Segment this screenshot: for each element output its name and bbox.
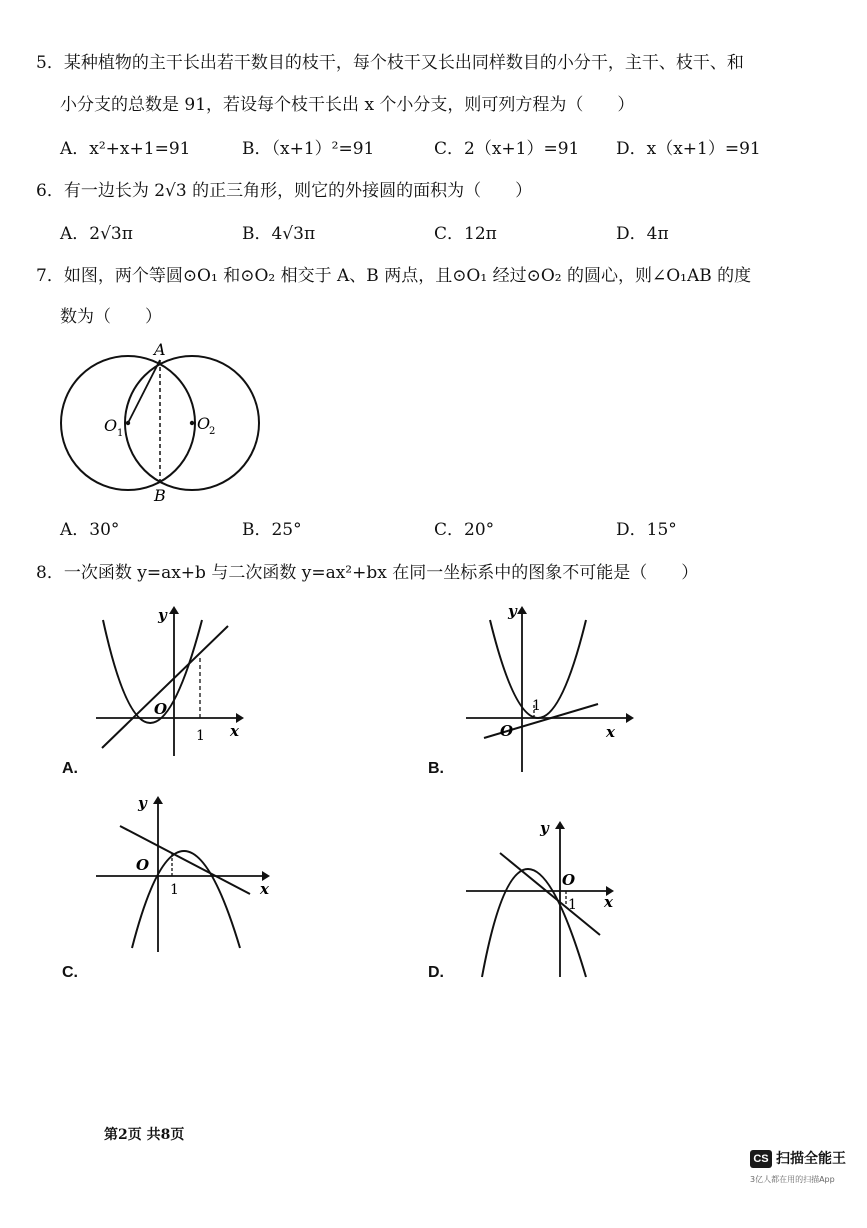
label-origin: O [154, 700, 168, 718]
q8-option-b-label: B. [428, 760, 444, 777]
cs-logo-icon: CS [750, 1150, 772, 1168]
label-origin: O [500, 722, 514, 740]
label-o1: O [104, 416, 118, 435]
q8-graph-c [90, 790, 280, 955]
q7-option-c: C．20° [434, 520, 495, 540]
label-x: x [230, 722, 239, 740]
label-a: A [154, 340, 166, 359]
q8-option-a-label: A. [62, 760, 78, 777]
q8-graph-a [90, 600, 250, 760]
y-axis-arrow [517, 606, 527, 614]
page-number: 第2页 共8页 [104, 1127, 185, 1143]
q7-two-circles-figure [50, 335, 280, 510]
q8-graph-b [462, 600, 642, 775]
label-one: 1 [196, 728, 205, 744]
q6-option-d: D．4π [616, 224, 669, 244]
label-y: y [158, 606, 167, 624]
label-o1-sub: 1 [117, 428, 124, 439]
label-one: 1 [568, 897, 577, 913]
label-x: x [606, 723, 615, 741]
q5-option-c: C．2（x+1）=91 [434, 139, 580, 159]
q5-option-d: D．x（x+1）=91 [616, 139, 761, 159]
q7-option-a: A．30° [60, 520, 120, 540]
label-origin: O [562, 871, 576, 889]
label-y: y [138, 794, 147, 812]
label-one: 1 [532, 698, 541, 714]
point-o1 [126, 421, 130, 425]
label-o2: O [197, 414, 211, 433]
q8-stem: 8．一次函数 y=ax+b 与二次函数 y=ax²+bx 在同一坐标系中的图象不可能是（ ） [36, 563, 699, 583]
q5-stem-line1: 5．某种植物的主干长出若干数目的枝干，每个枝干又长出同样数目的小分干，主干、枝干、和 [36, 53, 744, 73]
q7-stem-line1: 7．如图，两个等圆⊙O₁ 和⊙O₂ 相交于 A、B 两点，且⊙O₁ 经过⊙O₂ 的圆心，则∠O₁AB 的度 [36, 266, 752, 286]
label-o2-sub: 2 [209, 426, 216, 437]
y-axis-arrow [555, 821, 565, 829]
q6-option-b: B．4√3π [242, 224, 316, 244]
q5-stem-line2: 小分支的总数是 91，若设每个枝干长出 x 个小分支，则可列方程为（ ） [60, 95, 635, 115]
q8-option-c-label: C. [62, 964, 78, 981]
q7-stem-line2: 数为（ ） [60, 307, 162, 327]
q5-option-b: B．（x+1）²=91 [242, 139, 375, 159]
q8-graph-d [462, 815, 632, 980]
y-axis-arrow [169, 606, 179, 614]
q7-option-b: B．25° [242, 520, 302, 540]
q6-option-c: C．12π [434, 224, 497, 244]
label-b: B [154, 486, 166, 505]
q5-option-a: A．x²+x+1=91 [60, 139, 191, 159]
label-x: x [260, 880, 269, 898]
y-axis-arrow [153, 796, 163, 804]
label-one: 1 [170, 882, 179, 898]
q6-stem: 6．有一边长为 2√3 的正三角形，则它的外接圆的面积为（ ） [36, 181, 533, 201]
scanner-brand-logo [750, 1150, 860, 1210]
label-y: y [508, 602, 517, 620]
brand-name: 扫描全能王 [776, 1151, 846, 1167]
brand-tagline: 3亿人都在用的扫描App [750, 1175, 835, 1184]
parabola [103, 620, 202, 723]
q6-option-a: A．2√3π [60, 224, 133, 244]
point-o2 [190, 421, 194, 425]
q8-option-d-label: D. [428, 964, 444, 981]
straight-line [500, 853, 600, 935]
label-y: y [540, 819, 549, 837]
label-x: x [604, 893, 613, 911]
x-axis-arrow [626, 713, 634, 723]
label-origin: O [136, 856, 150, 874]
q7-option-d: D．15° [616, 520, 677, 540]
